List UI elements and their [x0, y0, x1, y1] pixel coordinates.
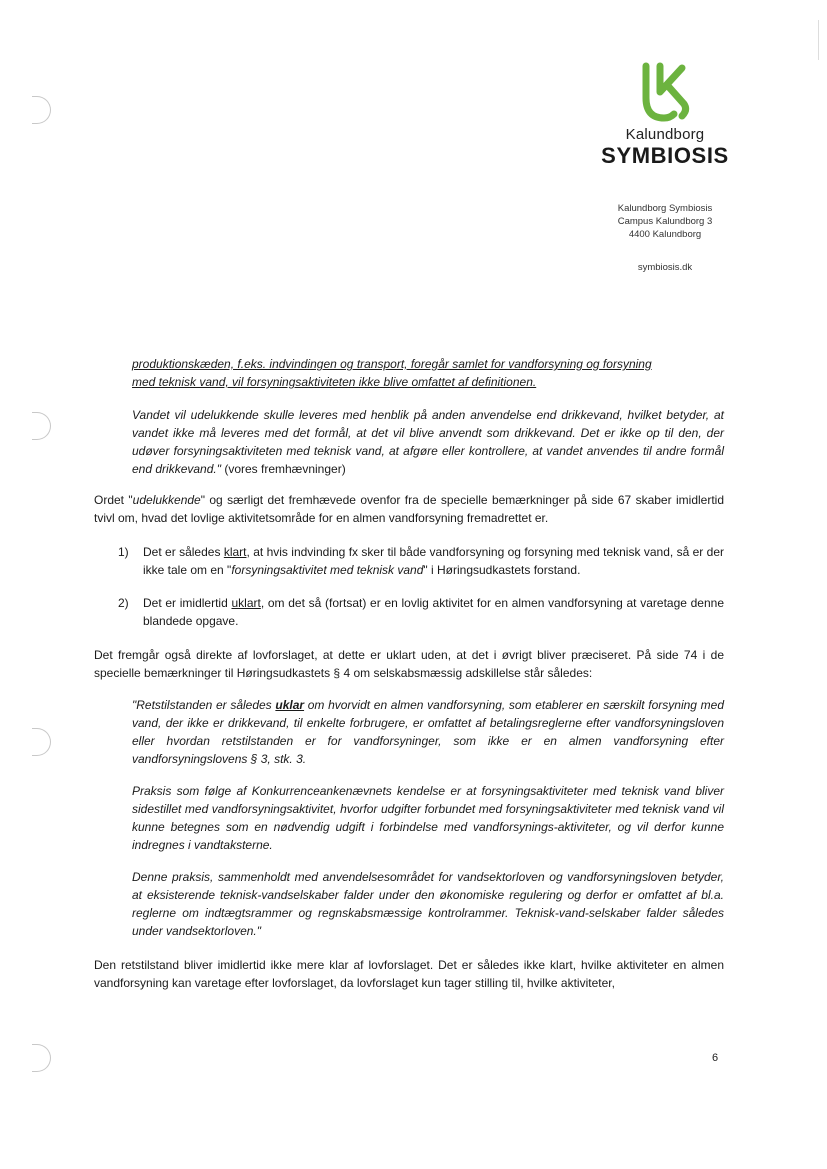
binder-hole-mark	[32, 412, 51, 440]
text-run: "Retstilstanden er således	[132, 698, 276, 712]
quote-line: med teknisk vand, vil forsyningsaktiviteten ikke blive omfattet af definitionen.	[132, 375, 537, 389]
list-number: 1)	[118, 545, 129, 559]
text-run: " i Høringsudkastets forstand.	[423, 563, 581, 577]
body-paragraph	[94, 646, 724, 682]
binder-hole-mark	[32, 728, 51, 756]
text-run: om hvorvidt en almen vandforsyning, som etablerer en særskilt forsyning med vand, der ikke er drikkevand, til enkelte forbrugere, er omfattet af betalingsreglerne efter vandforsyningsloven eller hvordan retstilstanden er for vandforsyninger, som ikke er en almen vandforsyning efter vandforsyningslovens § 3, stk. 3.	[132, 698, 725, 766]
underlined-text: klart	[223, 545, 247, 559]
quote-text: Vandet vil udelukkende skulle leveres med henblik på anden anvendelse end drikkevand, hvilket betyder, at vandet ikke må leveres med det formål, at det vil blive anvendt som drikkevand. Det er ikke op til den, der udøver forsyningsaktiviteten med teknisk vand, at afgøre eller kontrollere, at vandet anvendes til andre formål end drikkevand."	[132, 408, 724, 476]
address-line: Campus Kalundborg 3	[617, 216, 713, 227]
text-run: Ordet "	[94, 493, 133, 507]
address-line: Kalundborg Symbiosis	[617, 203, 713, 214]
website-link[interactable]: symbiosis.dk	[637, 262, 693, 273]
bold-underlined-text: uklar	[275, 698, 305, 712]
text-run: Det er imidlertid	[143, 596, 232, 610]
list-item	[118, 594, 724, 630]
address-line: 4400 Kalundborg	[628, 229, 702, 240]
text-run: , at hvis indvinding fx sker til både vandforsyning og forsyning med teknisk vand, så er der ikke tale om en "	[143, 545, 724, 577]
list-item	[118, 543, 724, 579]
quote-continuation	[132, 355, 724, 391]
quote-paragraph	[132, 696, 724, 768]
quote-line: produktionskæden, f.eks. indvindingen og transport, foregår samlet for vandforsyning og forsyning	[132, 357, 652, 371]
quote-note: (vores fremhævninger)	[220, 462, 346, 476]
body-paragraph	[94, 491, 724, 527]
list-body	[143, 594, 724, 630]
quote-paragraph	[132, 782, 724, 854]
text-run: Den retstilstand bliver imidlertid ikke mere klar af lovforslaget. Det er således ikke klart, hvilke aktiviteter en almen vandforsyning kan varetage efter lovforslaget, da lovforslaget kun tager stilling til, hvilke aktiviteter,	[94, 958, 724, 990]
text-run: , om det så (fortsat) er en lovlig aktivitet for en almen vandforsyning at varetage denne blandede opgave.	[143, 596, 725, 628]
text-run: Det er således	[143, 545, 224, 559]
logo-text-kalundborg: Kalundborg	[625, 126, 705, 143]
page-edge-mark	[818, 20, 819, 60]
sender-address	[580, 202, 750, 241]
emphasis-text: forsyningsaktivitet med teknisk vand	[231, 563, 424, 577]
text-run: Denne praksis, sammenholdt med anvendelsesområdet for vandsektorloven og vandforsyningsloven betyder, at eksisterende teknisk-vandselskaber falder under den økonomiske regulering og derfor er omfattet af bl.a. reglerne om indtægtsrammer og regnskabsmæssige kontrolrammer. Teknisk-vand-selskaber falder således under vandsektorloven."	[132, 870, 724, 938]
body-paragraph	[94, 956, 724, 992]
text-run: Praksis som følge af Konkurrenceankenævnets kendelse er at forsyningsaktiviteter med teknisk vand bliver sidestillet med vandforsyningsaktivitet, hvorfor udgifter forbundet med forsyningsaktiviteter med teknisk vand vil kunne betegnes som en nødvendig udgift i forbindelse med vandforsynings-aktiviteter, og vil derfor kunne indregnes i vandtaksterne.	[132, 784, 724, 852]
logo-text-symbiosis: SYMBIOSIS	[601, 143, 729, 168]
binder-hole-mark	[32, 96, 51, 124]
text-run: Det fremgår også direkte af lovforslaget, at dette er uklart uden, at det i øvrigt bliver præciseret. På side 74 i de specielle bemærkninger til Høringsudkastets § 4 om selskabsmæssig adskillelse står således:	[94, 648, 724, 680]
company-logo	[580, 62, 750, 169]
quote-paragraph	[132, 868, 724, 940]
emphasis-text: udelukkende	[132, 493, 201, 507]
list-body	[143, 543, 724, 579]
underlined-text: uklart	[231, 596, 261, 610]
ks-logo-icon	[638, 62, 692, 124]
page-number: 6	[712, 1052, 719, 1064]
binder-hole-mark	[32, 1044, 51, 1072]
list-number: 2)	[118, 596, 129, 610]
quote-paragraph	[132, 406, 724, 478]
text-run: " og særligt det fremhævede ovenfor fra de specielle bemærkninger på side 67 skaber imidlertid tvivl om, hvad det lovlige aktivitetsområde for en almen vandforsyning fremadrettet er.	[94, 493, 725, 525]
